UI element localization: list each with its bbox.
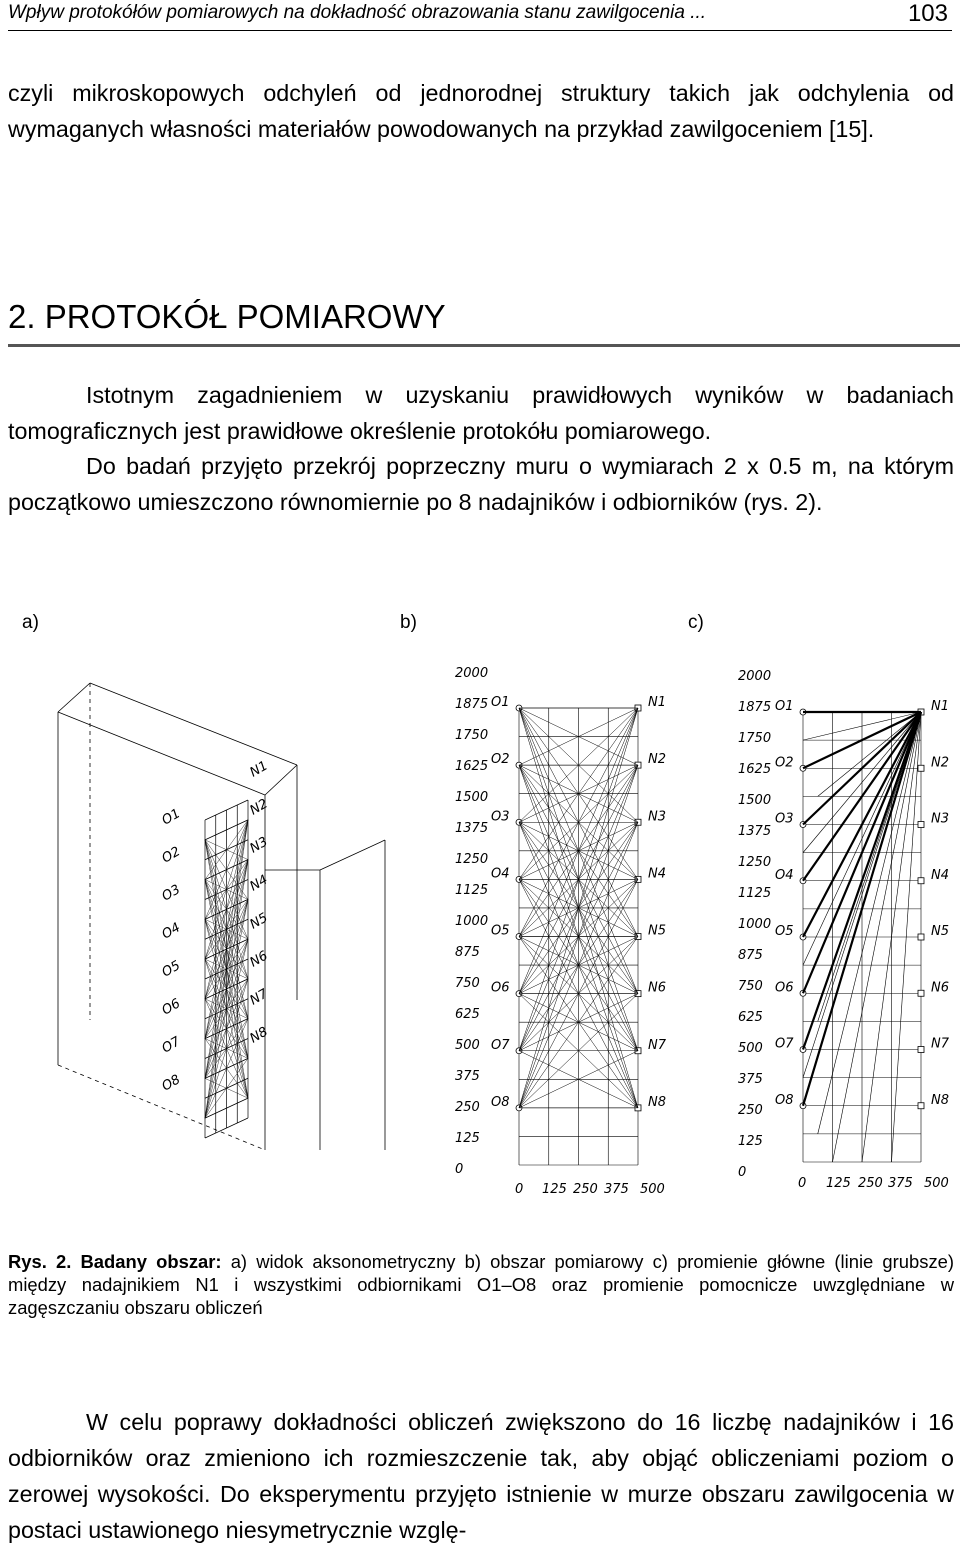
transmitter-marker (918, 990, 924, 996)
transmitter-label: N7 (648, 1037, 666, 1053)
transmitter-label: N4 (648, 866, 666, 882)
receiver-label: O8 (491, 1094, 510, 1110)
transmitter-label: N3 (247, 834, 271, 857)
section-heading: 2. PROTOKÓŁ POMIAROWY (8, 298, 446, 335)
transmitter-label: N8 (648, 1094, 666, 1110)
receiver-label: O5 (491, 923, 510, 939)
receiver-label: O6 (159, 996, 184, 1019)
transmitter-label: N5 (931, 924, 949, 939)
transmitter-label: N2 (931, 755, 949, 771)
y-tick-label: 1500 (455, 790, 489, 805)
y-tick-label: 0 (738, 1165, 747, 1180)
transmitter-label: N5 (247, 910, 271, 933)
transmitter-label: N1 (247, 758, 271, 781)
y-tick-label: 1500 (738, 793, 772, 808)
y-tick-label: 125 (738, 1134, 763, 1149)
y-tick-label: 1125 (455, 883, 489, 898)
receiver-label: O2 (775, 755, 794, 771)
x-tick-label: 250 (858, 1176, 883, 1191)
y-tick-label: 2000 (738, 669, 772, 684)
receiver-label: O7 (159, 1034, 184, 1057)
y-tick-label: 750 (455, 976, 480, 991)
receiver-label: O1 (491, 695, 510, 710)
caption-title: Badany obszar: (80, 1251, 222, 1272)
x-tick-label: 500 (924, 1176, 949, 1191)
x-tick-label: 500 (640, 1182, 665, 1197)
x-tick-label: 250 (573, 1182, 598, 1197)
transmitter-label: N8 (931, 1092, 949, 1108)
transmitter-label: N7 (931, 1036, 949, 1052)
y-tick-label: 375 (455, 1069, 480, 1084)
transmitter-label: N6 (931, 980, 949, 996)
y-tick-label: 1375 (738, 824, 772, 839)
transmitter-marker (918, 765, 924, 771)
y-tick-label: 1750 (455, 728, 489, 743)
transmitter-label: N1 (931, 699, 949, 714)
receiver-label: O3 (159, 882, 184, 905)
y-tick-label: 1250 (738, 855, 772, 870)
transmitter-marker (918, 878, 924, 884)
transmitter-label: N3 (931, 811, 949, 827)
y-tick-label: 1375 (455, 821, 489, 836)
prism-edge (265, 765, 297, 795)
receiver-label: O3 (491, 809, 510, 825)
panel-label-c: c) (688, 612, 704, 633)
prism-edge (90, 683, 297, 765)
receiver-label: O8 (159, 1072, 184, 1095)
x-tick-label: 375 (888, 1176, 913, 1191)
figure-caption (8, 1250, 954, 1319)
y-tick-label: 2000 (455, 666, 489, 681)
x-tick-label: 0 (798, 1176, 807, 1191)
transmitter-label: N2 (247, 796, 271, 819)
y-tick-label: 375 (738, 1072, 763, 1087)
intro-paragraph: czyli mikroskopowych odchyleń od jednorodnej struktury takich jak odchylenia od wymaganych własności materiałów powodowanych na przykład zawilgoceniem [15]. (8, 80, 954, 142)
x-tick-label: 375 (604, 1182, 629, 1197)
y-tick-label: 1625 (738, 762, 772, 777)
caption-label: Rys. 2. (8, 1251, 72, 1272)
auxiliary-ray-line (818, 712, 921, 909)
y-tick-label: 0 (455, 1162, 464, 1177)
y-tick-label: 1875 (738, 700, 772, 715)
receiver-label: O4 (775, 867, 794, 883)
measurement-slab (205, 800, 248, 1138)
running-title: Wpływ protokółów pomiarowych na dokładność obrazowania stanu zawilgocenia ... (8, 2, 707, 23)
y-tick-label: 875 (738, 948, 763, 963)
transmitter-label: N6 (247, 948, 271, 971)
receiver-label: O7 (491, 1037, 510, 1053)
y-tick-label: 625 (738, 1010, 763, 1025)
transmitter-label: N2 (648, 752, 666, 768)
x-tick-label: 125 (542, 1182, 567, 1197)
prism-edge (320, 840, 385, 870)
y-tick-label: 250 (455, 1100, 480, 1115)
transmitter-marker (918, 822, 924, 828)
caption-text: a) widok aksonometryczny b) obszar pomiarowy c) promienie główne (linie grubsze) między nadajnikiem N1 i wszystkimi odbiornikami O1–O8 oraz promienie pomocnicze uwzględniane w zagęszczaniu obszaru obliczeń (8, 1251, 954, 1318)
receiver-label: O1 (775, 699, 794, 714)
y-tick-label: 1000 (455, 914, 489, 929)
y-tick-label: 750 (738, 979, 763, 994)
x-tick-label: 125 (826, 1176, 851, 1191)
y-tick-label: 1750 (738, 731, 772, 746)
section-paragraph-1: Istotnym zagadnieniem w uzyskaniu prawidłowych wyników w badaniach tomograficznych jest prawidłowe określenie protokółu pomiarowego. (8, 382, 954, 444)
y-tick-label: 125 (455, 1131, 480, 1146)
receiver-label: O6 (491, 980, 510, 996)
y-tick-label: 875 (455, 945, 480, 960)
y-tick-label: 1000 (738, 917, 772, 932)
receiver-label: O3 (775, 811, 794, 827)
receiver-label: O8 (775, 1092, 794, 1108)
axonometric-view (58, 683, 385, 1150)
transmitter-label: N6 (648, 980, 666, 996)
receiver-label: O4 (491, 866, 510, 882)
y-tick-label: 625 (455, 1007, 480, 1022)
transmitter-label: N5 (648, 923, 666, 939)
transmitter-marker (918, 934, 924, 940)
y-tick-label: 1875 (455, 697, 489, 712)
y-tick-label: 250 (738, 1103, 763, 1118)
main-rays-panel (738, 669, 950, 1191)
transmitter-label: N4 (247, 872, 271, 895)
transmitter-label: N8 (247, 1024, 271, 1047)
x-tick-label: 0 (515, 1182, 524, 1197)
y-tick-label: 500 (738, 1041, 763, 1056)
section-paragraph-2: Do badań przyjęto przekrój poprzeczny muru o wymiarach 2 x 0.5 m, na którym początkowo umieszczono równomiernie po 8 nadajników i odbiorników (rys. 2). (8, 453, 954, 515)
receiver-label: O5 (159, 958, 184, 981)
transmitter-label: N1 (648, 695, 666, 710)
y-tick-label: 1125 (738, 886, 772, 901)
transmitter-marker (918, 1047, 924, 1053)
y-tick-label: 1250 (455, 852, 489, 867)
transmitter-label: N3 (648, 809, 666, 825)
panel-label-b: b) (400, 612, 417, 633)
receiver-label: O1 (159, 806, 184, 829)
y-tick-label: 1625 (455, 759, 489, 774)
receiver-label: O7 (775, 1036, 794, 1052)
y-tick-label: 500 (455, 1038, 480, 1053)
measurement-area-panel (455, 666, 667, 1197)
prism-edge (58, 683, 90, 712)
transmitter-label: N4 (931, 867, 949, 883)
receiver-label: O2 (491, 752, 510, 768)
receiver-label: O6 (775, 980, 794, 996)
closing-paragraph: W celu poprawy dokładności obliczeń zwiększono do 16 liczbę nadajników i 16 odbiorników oraz zmieniono ich rozmieszczenie tak, aby objąć obliczeniami poziom o zerowej wysokości. Do eksperymentu przyjęto istnienie w murze obszaru zawilgocenia w postaci ustawionego niesymetrycznie wzglę- (8, 1409, 954, 1543)
page-number: 103 (907, 0, 948, 27)
receiver-label: O5 (775, 924, 794, 939)
receiver-label: O2 (159, 844, 184, 867)
prism-edge (58, 712, 265, 795)
receiver-label: O4 (159, 920, 184, 943)
panel-label-a: a) (22, 612, 39, 633)
transmitter-label: N7 (247, 986, 271, 1009)
transmitter-marker (918, 1103, 924, 1109)
